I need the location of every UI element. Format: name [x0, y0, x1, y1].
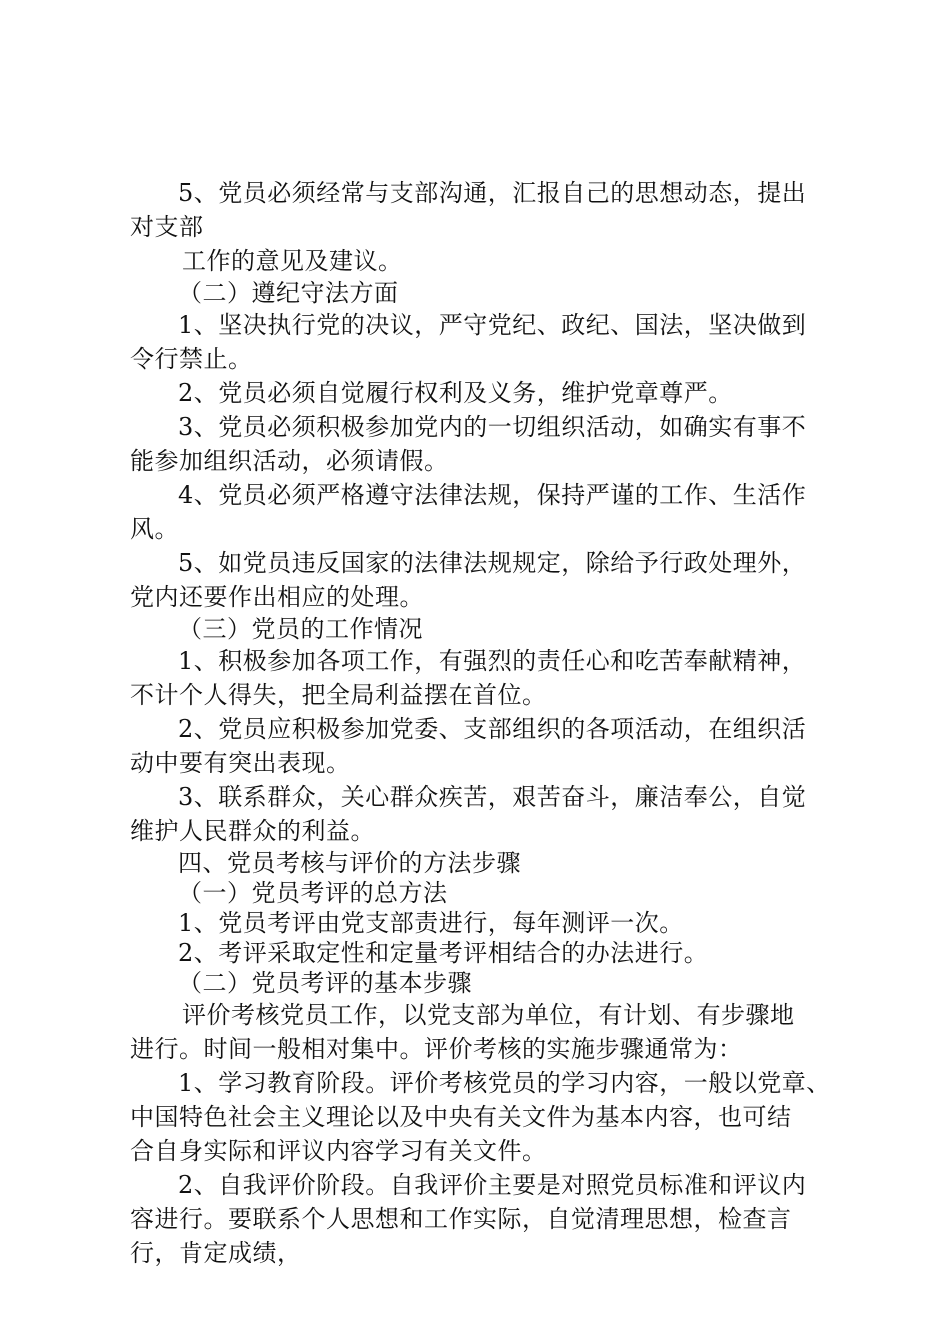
paragraph-line: 不计个人得失，把全局利益摆在首位。 [130, 681, 547, 709]
paragraph-line: 1、学习教育阶段。评价考核党员的学习内容，一般以党章、 [178, 1069, 831, 1097]
paragraph-line: 5、如党员违反国家的法律法规规定，除给予行政处理外， [178, 549, 807, 577]
paragraph-line: 动中要有突出表现。 [130, 749, 351, 777]
paragraph-line: 3、联系群众，关心群众疾苦，艰苦奋斗，廉洁奉公，自觉 [178, 783, 807, 811]
paragraph-line: 行，肯定成绩， [130, 1239, 302, 1267]
paragraph-line: 2、党员必须自觉履行权利及义务，维护党章尊严。 [178, 379, 733, 407]
paragraph-line: 风。 [130, 515, 179, 543]
paragraph-line: 维护人民群众的利益。 [130, 817, 375, 845]
paragraph-line: 能参加组织活动，必须请假。 [130, 447, 449, 475]
paragraph-line: 1、坚决执行党的决议，严守党纪、政纪、国法，坚决做到 [178, 311, 807, 339]
subsection-heading: （二）党员考评的基本步骤 [178, 969, 472, 997]
paragraph-line: 工作的意见及建议。 [182, 247, 403, 275]
paragraph-line: 2、党员应积极参加党委、支部组织的各项活动，在组织活 [178, 715, 807, 743]
paragraph-line: 令行禁止。 [130, 345, 253, 373]
paragraph-line: 党内还要作出相应的处理。 [130, 583, 424, 611]
section-heading: 四、党员考核与评价的方法步骤 [178, 849, 521, 877]
paragraph-line: 合自身实际和评议内容学习有关文件。 [130, 1137, 547, 1165]
paragraph-line: 2、考评采取定性和定量考评相结合的办法进行。 [178, 939, 709, 967]
paragraph-line: 进行。时间一般相对集中。评价考核的实施步骤通常为： [130, 1035, 743, 1063]
paragraph-line: 1、积极参加各项工作，有强烈的责任心和吃苦奉献精神， [178, 647, 807, 675]
subsection-heading: （一）党员考评的总方法 [178, 879, 448, 907]
paragraph-line: 2、自我评价阶段。自我评价主要是对照党员标准和评议内 [178, 1171, 807, 1199]
paragraph-line: 4、党员必须严格遵守法律法规，保持严谨的工作、生活作 [178, 481, 807, 509]
paragraph-line: 1、党员考评由党支部责进行，每年测评一次。 [178, 909, 684, 937]
paragraph-line: 5、党员必须经常与支部沟通，汇报自己的思想动态，提出 [178, 179, 807, 207]
paragraph-line: 对支部 [130, 213, 204, 241]
paragraph-line: 中国特色社会主义理论以及中央有关文件为基本内容，也可结 [130, 1103, 792, 1131]
paragraph-line: 评价考核党员工作，以党支部为单位，有计划、有步骤地 [182, 1001, 795, 1029]
document-body [130, 176, 830, 1270]
section-heading: （二）遵纪守法方面 [178, 279, 399, 307]
section-heading: （三）党员的工作情况 [178, 615, 423, 643]
paragraph-line: 容进行。要联系个人思想和工作实际，自觉清理思想，检查言 [130, 1205, 792, 1233]
paragraph-line: 3、党员必须积极参加党内的一切组织活动，如确实有事不 [178, 413, 807, 441]
